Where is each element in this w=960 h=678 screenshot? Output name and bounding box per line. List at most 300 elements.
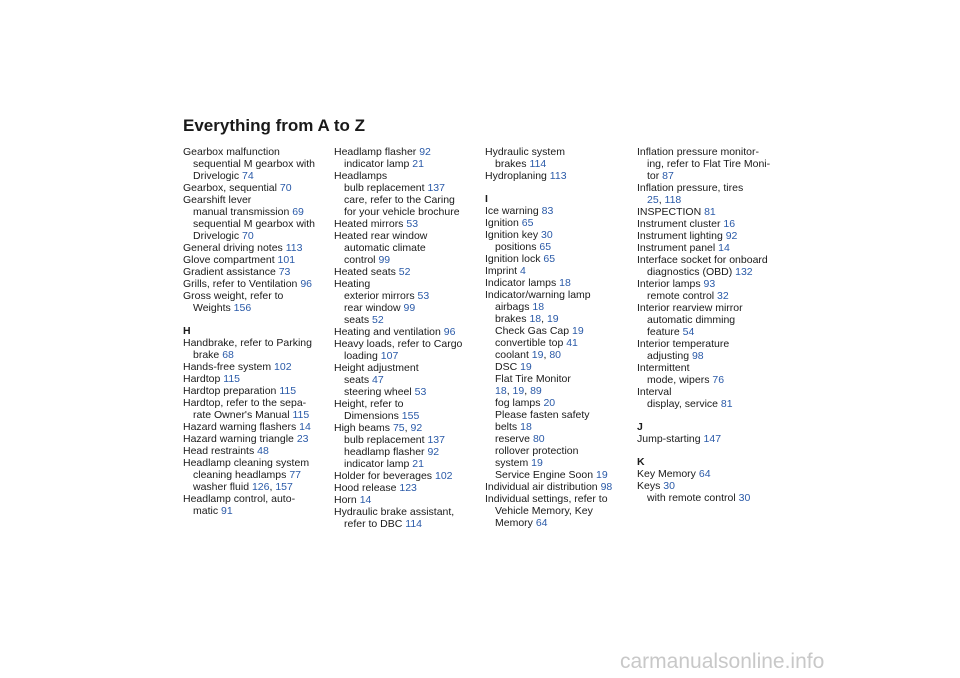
index-entry — [637, 218, 782, 230]
index-subentry — [637, 350, 782, 362]
entry-text: Weights — [193, 302, 234, 314]
page-ref-link[interactable]: 99 — [378, 254, 391, 266]
page-ref-link[interactable]: 19 — [546, 313, 559, 325]
index-column-2 — [334, 146, 479, 530]
entry-text: sequential M gearbox with — [193, 218, 315, 230]
index-column-1 — [183, 146, 328, 517]
index-subentry: coolant 19, 80 — [495, 349, 561, 361]
page-ref-link[interactable]: 23 — [296, 433, 309, 445]
index-entry — [485, 253, 630, 265]
index-entry — [485, 277, 630, 289]
entry-text: reserve — [495, 433, 533, 445]
page-ref-link[interactable]: 81 — [704, 206, 716, 218]
entry-text: Hazard warning triangle — [183, 433, 297, 445]
entry-text: Service Engine Soon — [495, 469, 596, 481]
entry-text: seats — [344, 314, 373, 326]
index-entry — [334, 398, 479, 410]
index-subentry — [485, 469, 630, 481]
index-subentry — [485, 373, 630, 385]
index-subentry — [485, 301, 630, 313]
page-ref-link[interactable]: 47 — [372, 374, 384, 386]
entry-text: cleaning headlamps — [193, 469, 290, 481]
entry-text: Keys — [637, 480, 664, 492]
entry-text: Interior rearview mirror — [637, 302, 743, 314]
entry-text: Hazard warning flashers — [183, 421, 300, 433]
page-ref-link[interactable]: 101 — [277, 254, 296, 266]
entry-text: Headlamp flasher — [334, 146, 420, 158]
index-subentry — [485, 325, 630, 337]
entry-text: Gearshift lever — [183, 194, 252, 206]
page-ref-link[interactable]: 76 — [712, 374, 725, 386]
entry-text: display, service — [647, 398, 721, 410]
page-ref-link[interactable]: 123 — [399, 482, 417, 494]
entry-text: control — [344, 254, 379, 266]
page-ref-link[interactable]: 70 — [242, 230, 254, 242]
entry-text: brakes — [495, 158, 530, 170]
entry-text: Hardtop — [183, 373, 224, 385]
entry-text: Vehicle Memory, Key — [495, 505, 593, 517]
page-ref-link[interactable]: 102 — [274, 361, 292, 373]
index-subentry — [637, 398, 782, 410]
index-entry — [637, 302, 782, 314]
index-subentry: 25, 118 — [647, 194, 682, 206]
index-entry — [637, 206, 782, 218]
page-ref-link[interactable]: 75 — [392, 422, 405, 434]
page-ref-link[interactable]: 16 — [723, 218, 736, 230]
entry-text: airbags — [495, 301, 533, 313]
page-ref-link[interactable]: 52 — [398, 266, 411, 278]
entry-text: remote control — [647, 290, 718, 302]
index-entry — [183, 254, 328, 266]
page-ref-link[interactable]: 19 — [531, 457, 543, 469]
page-ref-link[interactable]: 14 — [299, 421, 311, 433]
page-ref-link[interactable]: 19 — [520, 361, 532, 373]
index-entry — [637, 433, 782, 445]
entry-text: Imprint — [485, 265, 521, 277]
index-subentry — [334, 194, 479, 206]
index-subentry — [334, 314, 479, 326]
index-subentry — [334, 290, 479, 302]
page-ref-link[interactable]: 77 — [289, 469, 302, 481]
section-spacer — [183, 314, 328, 325]
index-subentry — [485, 241, 630, 253]
page-ref-link[interactable]: 32 — [717, 290, 729, 302]
index-subentry — [183, 158, 328, 170]
page-ref-link[interactable]: 92 — [427, 446, 440, 458]
section-letter-heading: H — [183, 325, 191, 337]
page-ref-link[interactable]: 99 — [403, 302, 416, 314]
entry-text: diagnostics (OBD) — [647, 266, 736, 278]
index-subentry — [485, 445, 630, 457]
entry-text: Heavy loads, refer to Cargo — [334, 338, 463, 350]
index-entry — [485, 205, 630, 217]
entry-text: Individual settings, refer to — [485, 493, 608, 505]
index-entry — [334, 170, 479, 182]
index-subentry — [183, 302, 328, 314]
entry-text: Ice warning — [485, 205, 542, 217]
page-ref-link[interactable]: 53 — [414, 386, 427, 398]
section-letter-heading: K — [637, 456, 645, 468]
index-subentry — [183, 218, 328, 230]
index-subentry — [485, 505, 630, 517]
page-ref-link[interactable]: 92 — [725, 230, 738, 242]
entry-text: Drivelogic — [193, 170, 243, 182]
index-subentry: washer fluid 126, 157 — [193, 481, 293, 493]
index-entry — [637, 242, 782, 254]
index-entry — [637, 254, 782, 266]
page-ref-link[interactable]: 80 — [549, 349, 561, 361]
page-ref-link[interactable]: 52 — [372, 314, 384, 326]
page-ref-link[interactable]: 65 — [543, 253, 556, 265]
index-subentry — [334, 254, 479, 266]
page-ref-link[interactable]: 64 — [535, 517, 548, 529]
index-entry — [637, 278, 782, 290]
page-ref-link[interactable]: 147 — [703, 433, 722, 445]
entry-text: Flat Tire Monitor — [495, 373, 571, 385]
entry-text: Indicator lamps — [485, 277, 560, 289]
entry-text: manual transmission — [193, 206, 293, 218]
page-ref-link[interactable]: 83 — [541, 205, 554, 217]
entry-text: Handbrake, refer to Parking — [183, 337, 312, 349]
section-spacer — [485, 182, 630, 193]
page-ref-link[interactable]: 89 — [530, 385, 542, 397]
index-subentry — [485, 361, 630, 373]
index-subentry — [183, 206, 328, 218]
index-subentry — [485, 517, 630, 529]
entry-text: fog lamps — [495, 397, 544, 409]
index-entry — [637, 230, 782, 242]
index-subentry — [485, 409, 630, 421]
page-ref-link[interactable]: 21 — [412, 158, 424, 170]
page-ref-link[interactable]: 69 — [292, 206, 304, 218]
entry-text: Key Memory — [637, 468, 699, 480]
index-entry — [183, 194, 328, 206]
index-entry: High beams 75, 92 — [334, 422, 423, 434]
entry-text: belts — [495, 421, 521, 433]
page-ref-link[interactable]: 113 — [285, 242, 303, 254]
index-subentry — [183, 409, 328, 421]
index-subentry: brakes 18, 19 — [495, 313, 559, 325]
page-ref-link[interactable]: 132 — [735, 266, 753, 278]
page-ref-link[interactable]: 14 — [718, 242, 730, 254]
page-ref-link[interactable]: 156 — [233, 302, 252, 314]
index-entry — [183, 397, 328, 409]
page-ref-link[interactable]: 93 — [703, 278, 716, 290]
page-ref-link[interactable]: 114 — [529, 158, 547, 170]
index-subentry — [485, 457, 630, 469]
entry-text: system — [495, 457, 532, 469]
entry-text: Inflation pressure, tires — [637, 182, 744, 194]
index-subentry — [183, 469, 328, 481]
index-subentry — [334, 350, 479, 362]
entry-text: Glove compartment — [183, 254, 278, 266]
index-subentry — [485, 337, 630, 349]
entry-text: bulb replacement — [344, 182, 428, 194]
entry-text: Intermittent — [637, 362, 690, 374]
index-subentry — [334, 374, 479, 386]
page-ref-link[interactable]: 137 — [427, 434, 445, 446]
index-subentry — [334, 518, 479, 530]
entry-text: brakes — [495, 313, 530, 325]
page-ref-link[interactable]: 70 — [279, 182, 292, 194]
index-entry — [183, 421, 328, 433]
entry-text: positions — [495, 241, 540, 253]
page-ref-link[interactable]: 118 — [664, 194, 682, 206]
index-subentry: 18, 19, 89 — [495, 385, 542, 397]
page-ref-link[interactable]: 14 — [359, 494, 372, 506]
index-subentry — [183, 349, 328, 361]
entry-text: with remote control — [647, 492, 739, 504]
entry-text: Hardtop, refer to the sepa- — [183, 397, 307, 409]
index-subentry — [485, 421, 630, 433]
index-subentry — [334, 206, 479, 218]
page-ref-link[interactable]: 91 — [221, 505, 233, 517]
page-ref-link[interactable]: 155 — [401, 410, 420, 422]
page-title: Everything from A to Z — [183, 116, 365, 135]
entry-text: Ignition key — [485, 229, 542, 241]
page-ref-link[interactable]: 20 — [543, 397, 556, 409]
index-entry — [334, 482, 479, 494]
entry-text: Hardtop preparation — [183, 385, 280, 397]
entry-text: Ignition — [485, 217, 522, 229]
index-subentry — [637, 314, 782, 326]
page-ref-link[interactable]: 18 — [520, 421, 532, 433]
index-entry — [485, 170, 630, 182]
index-entry — [334, 506, 479, 518]
index-subentry — [637, 266, 782, 278]
entry-text: Gearbox, sequential — [183, 182, 280, 194]
page-ref-link[interactable]: 18 — [532, 301, 545, 313]
index-entry — [334, 494, 479, 506]
entry-text: Heated mirrors — [334, 218, 407, 230]
entry-text: bulb replacement — [344, 434, 428, 446]
page-ref-link[interactable]: 98 — [600, 481, 613, 493]
index-entry — [183, 457, 328, 469]
entry-text: rollover protection — [495, 445, 579, 457]
page-ref-link[interactable]: 107 — [380, 350, 399, 362]
entry-text: convertible top — [495, 337, 567, 349]
page-ref-link[interactable]: 30 — [541, 229, 553, 241]
index-entry — [183, 182, 328, 194]
entry-text: Height, refer to — [334, 398, 404, 410]
page-ref-link[interactable]: 114 — [405, 518, 423, 530]
index-subentry — [334, 434, 479, 446]
index-entry — [485, 481, 630, 493]
index-subentry — [637, 374, 782, 386]
entry-text: Please fasten safety — [495, 409, 590, 421]
entry-text: refer to DBC — [344, 518, 406, 530]
page-ref-link[interactable]: 137 — [427, 182, 445, 194]
page-ref-link[interactable]: 96 — [300, 278, 312, 290]
page-ref-link[interactable]: 74 — [242, 170, 254, 182]
entry-text: adjusting — [647, 350, 692, 362]
page-ref-link[interactable]: 98 — [691, 350, 704, 362]
index-column-4 — [637, 146, 782, 504]
index-subentry — [334, 410, 479, 422]
entry-text: Head restraints — [183, 445, 258, 457]
page-ref-link[interactable]: 41 — [566, 337, 578, 349]
page-ref-link[interactable]: 65 — [539, 241, 552, 253]
entry-text: Hood release — [334, 482, 400, 494]
page-ref-link[interactable]: 30 — [738, 492, 751, 504]
index-entry — [183, 373, 328, 385]
index-entry — [485, 229, 630, 241]
index-entry — [183, 242, 328, 254]
index-subentry — [485, 433, 630, 445]
entry-text: Horn — [334, 494, 360, 506]
entry-text: Headlamp cleaning system — [183, 457, 310, 469]
entry-text: High beams — [334, 422, 393, 434]
page-ref-link[interactable]: 18 — [529, 313, 542, 325]
index-entry — [183, 493, 328, 505]
page-ref-link[interactable]: 73 — [278, 266, 291, 278]
entry-text: Ignition lock — [485, 253, 544, 265]
page-ref-link[interactable]: 21 — [412, 458, 424, 470]
index-entry — [485, 217, 630, 229]
index-column-3 — [485, 146, 630, 529]
page-ref-link[interactable]: 25 — [647, 194, 659, 206]
entry-text: washer fluid — [193, 481, 252, 493]
index-subentry — [334, 302, 479, 314]
watermark: carmanualsonline.info — [620, 650, 825, 673]
entry-text: Instrument lighting — [637, 230, 726, 242]
index-subentry — [334, 158, 479, 170]
page-ref-link[interactable]: 157 — [275, 481, 293, 493]
entry-text: indicator lamp — [344, 158, 413, 170]
page-ref-link[interactable]: 113 — [549, 170, 567, 182]
entry-text: rear window — [344, 302, 404, 314]
entry-text: rate Owner's Manual — [193, 409, 293, 421]
index-entry — [334, 470, 479, 482]
entry-text: Heated rear window — [334, 230, 428, 242]
page-ref-link[interactable]: 96 — [443, 326, 456, 338]
index-subentry — [334, 386, 479, 398]
index-entry — [637, 338, 782, 350]
page-ref-link[interactable]: 18 — [495, 385, 507, 397]
entry-text: DSC — [495, 361, 521, 373]
page-ref-link[interactable]: 64 — [698, 468, 711, 480]
page-ref-link[interactable]: 19 — [572, 325, 584, 337]
index-subentry — [183, 505, 328, 517]
page-ref-link[interactable]: 48 — [257, 445, 269, 457]
index-subentry — [183, 170, 328, 182]
page-ref-link[interactable]: 19 — [512, 385, 525, 397]
entry-text: Interior lamps — [637, 278, 704, 290]
entry-text: indicator lamp — [344, 458, 413, 470]
index-entry — [637, 468, 782, 480]
index-subentry — [334, 446, 479, 458]
entry-text: automatic dimming — [647, 314, 736, 326]
page-ref-link[interactable]: 92 — [410, 422, 423, 434]
index-subentry — [183, 230, 328, 242]
page-ref-link[interactable]: 53 — [406, 218, 419, 230]
entry-text: Heating and ventilation — [334, 326, 444, 338]
page-ref-link[interactable]: 115 — [223, 373, 241, 385]
index-subentry — [334, 242, 479, 254]
index-entry — [183, 266, 328, 278]
entry-text: Holder for beverages — [334, 470, 435, 482]
entry-text: Dimensions — [344, 410, 402, 422]
entry-text: matic — [193, 505, 222, 517]
index-entry — [334, 362, 479, 374]
entry-text: mode, wipers — [647, 374, 713, 386]
page-ref-link[interactable]: 18 — [559, 277, 571, 289]
page-ref-link[interactable]: 80 — [532, 433, 545, 445]
index-subentry — [637, 158, 782, 170]
entry-text: exterior mirrors — [344, 290, 418, 302]
index-subentry — [637, 290, 782, 302]
page-ref-link[interactable]: 53 — [417, 290, 430, 302]
page-ref-link[interactable]: 4 — [520, 265, 526, 277]
index-subentry — [485, 158, 630, 170]
entry-text: for your vehicle brochure — [344, 206, 460, 218]
page-ref-link[interactable]: 19 — [595, 469, 608, 481]
page-ref-link[interactable]: 19 — [531, 349, 544, 361]
entry-text: Hands-free system — [183, 361, 275, 373]
index-entry — [637, 480, 782, 492]
entry-text: Interval — [637, 386, 672, 398]
entry-text: Height adjustment — [334, 362, 419, 374]
page-ref-link[interactable]: 65 — [521, 217, 534, 229]
entry-text: Hydroplaning — [485, 170, 550, 182]
entry-text: INSPECTION — [637, 206, 705, 218]
index-entry — [485, 146, 630, 158]
entry-text: Gradient assistance — [183, 266, 279, 278]
section-letter-heading: I — [485, 193, 488, 205]
entry-text: Hydraulic system — [485, 146, 565, 158]
index-subentry — [637, 326, 782, 338]
entry-text: Hydraulic brake assistant, — [334, 506, 455, 518]
index-entry — [485, 265, 630, 277]
index-entry — [183, 290, 328, 302]
entry-text: Check Gas Cap — [495, 325, 573, 337]
entry-text: Gross weight, refer to — [183, 290, 284, 302]
index-entry — [334, 266, 479, 278]
index-entry — [334, 338, 479, 350]
page-ref-link[interactable]: 126 — [251, 481, 270, 493]
section-spacer — [637, 445, 782, 456]
entry-text: Inflation pressure monitor- — [637, 146, 759, 158]
entry-text: Instrument cluster — [637, 218, 724, 230]
entry-text: coolant — [495, 349, 532, 361]
page-ref-link[interactable]: 92 — [419, 146, 431, 158]
index-entry — [485, 493, 630, 505]
page-ref-link[interactable]: 115 — [279, 385, 297, 397]
page-ref-link[interactable]: 87 — [662, 170, 674, 182]
section-letter-heading: J — [637, 421, 643, 433]
entry-text: Interior temperature — [637, 338, 730, 350]
entry-text: Jump-starting — [637, 433, 704, 445]
page-ref-link[interactable]: 102 — [434, 470, 453, 482]
page-ref-link[interactable]: 115 — [292, 409, 310, 421]
entry-text: brake — [193, 349, 223, 361]
page-ref-link[interactable]: 30 — [663, 480, 675, 492]
entry-text: Gearbox malfunction — [183, 146, 280, 158]
entry-text: headlamp flasher — [344, 446, 428, 458]
page-ref-link[interactable]: 81 — [720, 398, 733, 410]
entry-text: Indicator/warning lamp — [485, 289, 591, 301]
index-subentry — [637, 492, 782, 504]
entry-text: General driving notes — [183, 242, 286, 254]
entry-text: Grills, refer to Ventilation — [183, 278, 301, 290]
page-ref-link[interactable]: 68 — [222, 349, 234, 361]
entry-text: sequential M gearbox with — [193, 158, 315, 170]
entry-text: tor — [647, 170, 663, 182]
entry-text: Memory — [495, 517, 536, 529]
entry-text: Individual air distribution — [485, 481, 601, 493]
entry-text: Interface socket for onboard — [637, 254, 768, 266]
page-ref-link[interactable]: 54 — [682, 326, 695, 338]
